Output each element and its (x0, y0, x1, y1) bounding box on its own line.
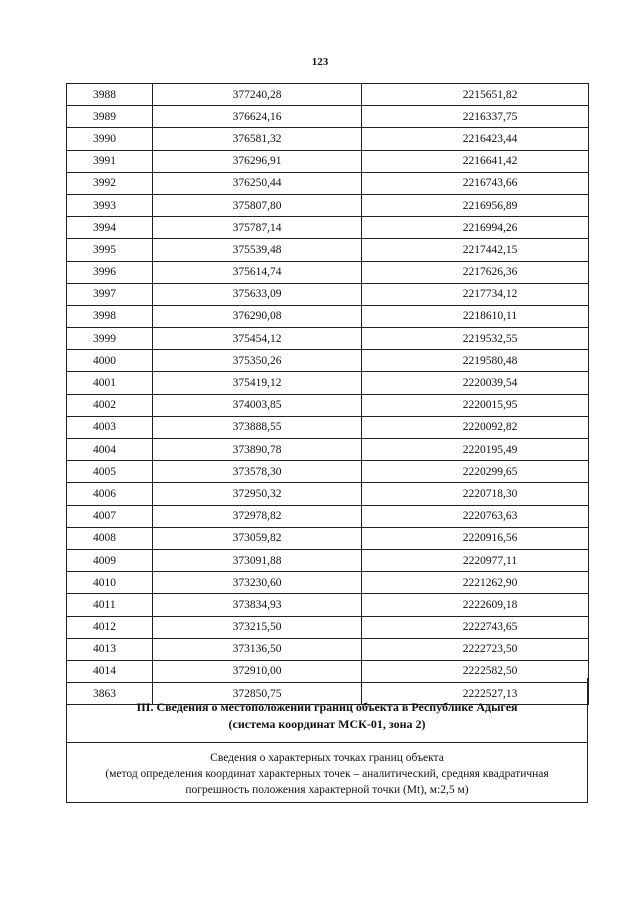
table-row (67, 128, 589, 150)
point-number-cell: 4012 (67, 616, 153, 638)
y-coordinate-cell: 2219532,55 (362, 328, 589, 350)
table-row (67, 150, 589, 172)
y-coordinate-cell: 2220718,30 (362, 483, 589, 505)
y-coordinate-cell: 2222743,65 (362, 616, 589, 638)
x-coordinate-cell: 376624,16 (153, 106, 362, 128)
x-coordinate-cell: 373136,50 (153, 638, 362, 660)
x-coordinate-cell: 373834,93 (153, 594, 362, 616)
x-coordinate-cell: 376296,91 (153, 150, 362, 172)
info-line2: (метод определения координат характерных точек – аналитический, средняя квадратичная (105, 768, 549, 780)
y-coordinate-cell: 2216994,26 (362, 217, 589, 239)
info-line1: Сведения о характерных точках границ объекта (210, 752, 444, 764)
y-coordinate-cell: 2222609,18 (362, 594, 589, 616)
point-number-cell: 4011 (67, 594, 153, 616)
x-coordinate-cell: 373215,50 (153, 616, 362, 638)
y-coordinate-cell: 2217734,12 (362, 283, 589, 305)
y-coordinate-cell: 2220039,54 (362, 372, 589, 394)
x-coordinate-cell: 375633,09 (153, 283, 362, 305)
y-coordinate-cell: 2222527,13 (362, 683, 589, 705)
y-coordinate-cell: 2217626,36 (362, 261, 589, 283)
table-row (67, 84, 589, 106)
table-row (67, 461, 589, 483)
point-number-cell: 3992 (67, 172, 153, 194)
info-line3: погрешность положения характерной точки (Mt), м:2,5 м) (185, 784, 469, 796)
x-coordinate-cell: 375539,48 (153, 239, 362, 261)
table-row (67, 217, 589, 239)
point-number-cell: 3997 (67, 283, 153, 305)
table-row (67, 106, 589, 128)
x-coordinate-cell: 372850,75 (153, 683, 362, 705)
y-coordinate-cell: 2216956,89 (362, 194, 589, 216)
table-row (67, 527, 589, 549)
point-number-cell: 4004 (67, 439, 153, 461)
coordinates-table-body (67, 84, 589, 705)
y-coordinate-cell: 2218610,11 (362, 305, 589, 327)
x-coordinate-cell: 372950,32 (153, 483, 362, 505)
y-coordinate-cell: 2220299,65 (362, 461, 589, 483)
y-coordinate-cell: 2222582,50 (362, 660, 589, 682)
table-row (67, 549, 589, 571)
y-coordinate-cell: 2217442,15 (362, 239, 589, 261)
y-coordinate-cell: 2215651,82 (362, 84, 589, 106)
table-row (67, 594, 589, 616)
point-number-cell: 4008 (67, 527, 153, 549)
table-row (67, 416, 589, 438)
y-coordinate-cell: 2219580,48 (362, 350, 589, 372)
y-coordinate-cell: 2220092,82 (362, 416, 589, 438)
table-row (67, 283, 589, 305)
x-coordinate-cell: 373059,82 (153, 527, 362, 549)
point-number-cell: 4006 (67, 483, 153, 505)
point-number-cell: 4002 (67, 394, 153, 416)
point-number-cell: 3988 (67, 84, 153, 106)
y-coordinate-cell: 2220015,95 (362, 394, 589, 416)
point-number-cell: 4001 (67, 372, 153, 394)
x-coordinate-cell: 373890,78 (153, 439, 362, 461)
table-row (67, 305, 589, 327)
point-number-cell: 4000 (67, 350, 153, 372)
point-number-cell: 3863 (67, 683, 153, 705)
x-coordinate-cell: 375614,74 (153, 261, 362, 283)
y-coordinate-cell: 2216337,75 (362, 106, 589, 128)
x-coordinate-cell: 375419,12 (153, 372, 362, 394)
table-row (67, 572, 589, 594)
table-row (67, 616, 589, 638)
table-row (67, 194, 589, 216)
x-coordinate-cell: 372978,82 (153, 505, 362, 527)
x-coordinate-cell: 373091,88 (153, 549, 362, 571)
point-number-cell: 4007 (67, 505, 153, 527)
point-number-cell: 4013 (67, 638, 153, 660)
x-coordinate-cell: 375807,80 (153, 194, 362, 216)
y-coordinate-cell: 2216423,44 (362, 128, 589, 150)
page-number: 123 (311, 56, 329, 68)
point-number-cell: 3999 (67, 328, 153, 350)
table-row (67, 394, 589, 416)
y-coordinate-cell: 2220195,49 (362, 439, 589, 461)
table-row (67, 638, 589, 660)
table-row (67, 239, 589, 261)
x-coordinate-cell: 375350,26 (153, 350, 362, 372)
point-number-cell: 3994 (67, 217, 153, 239)
info-box (66, 742, 588, 803)
x-coordinate-cell: 376581,32 (153, 128, 362, 150)
x-coordinate-cell: 373578,30 (153, 461, 362, 483)
table-row (67, 372, 589, 394)
point-number-cell: 3998 (67, 305, 153, 327)
table-row (67, 172, 589, 194)
section-heading (66, 678, 588, 742)
y-coordinate-cell: 2220916,56 (362, 527, 589, 549)
table-row (67, 483, 589, 505)
section-title-line2: (система координат МСК-01, зона 2) (228, 717, 426, 731)
table-row (67, 505, 589, 527)
table-row (67, 350, 589, 372)
table-row (67, 439, 589, 461)
y-coordinate-cell: 2221262,90 (362, 572, 589, 594)
x-coordinate-cell: 376290,08 (153, 305, 362, 327)
point-number-cell: 3996 (67, 261, 153, 283)
x-coordinate-cell: 374003,85 (153, 394, 362, 416)
x-coordinate-cell: 375787,14 (153, 217, 362, 239)
x-coordinate-cell: 375454,12 (153, 328, 362, 350)
y-coordinate-cell: 2220763,63 (362, 505, 589, 527)
point-number-cell: 4005 (67, 461, 153, 483)
x-coordinate-cell: 373230,60 (153, 572, 362, 594)
section-title-line1: III. Сведения о местоположении границ объекта в Республике Адыгея (136, 700, 518, 714)
y-coordinate-cell: 2222723,50 (362, 638, 589, 660)
point-number-cell: 3990 (67, 128, 153, 150)
y-coordinate-cell: 2216641,42 (362, 150, 589, 172)
point-number-cell: 3991 (67, 150, 153, 172)
x-coordinate-cell: 373888,55 (153, 416, 362, 438)
point-number-cell: 3993 (67, 194, 153, 216)
y-coordinate-cell: 2220977,11 (362, 549, 589, 571)
x-coordinate-cell: 377240,28 (153, 84, 362, 106)
point-number-cell: 4010 (67, 572, 153, 594)
x-coordinate-cell: 372910,00 (153, 660, 362, 682)
y-coordinate-cell: 2216743,66 (362, 172, 589, 194)
point-number-cell: 4009 (67, 549, 153, 571)
point-number-cell: 4003 (67, 416, 153, 438)
table-row (67, 261, 589, 283)
point-number-cell: 3995 (67, 239, 153, 261)
table-row (67, 328, 589, 350)
x-coordinate-cell: 376250,44 (153, 172, 362, 194)
point-number-cell: 4014 (67, 660, 153, 682)
point-number-cell: 3989 (67, 106, 153, 128)
coordinates-table (66, 83, 589, 705)
